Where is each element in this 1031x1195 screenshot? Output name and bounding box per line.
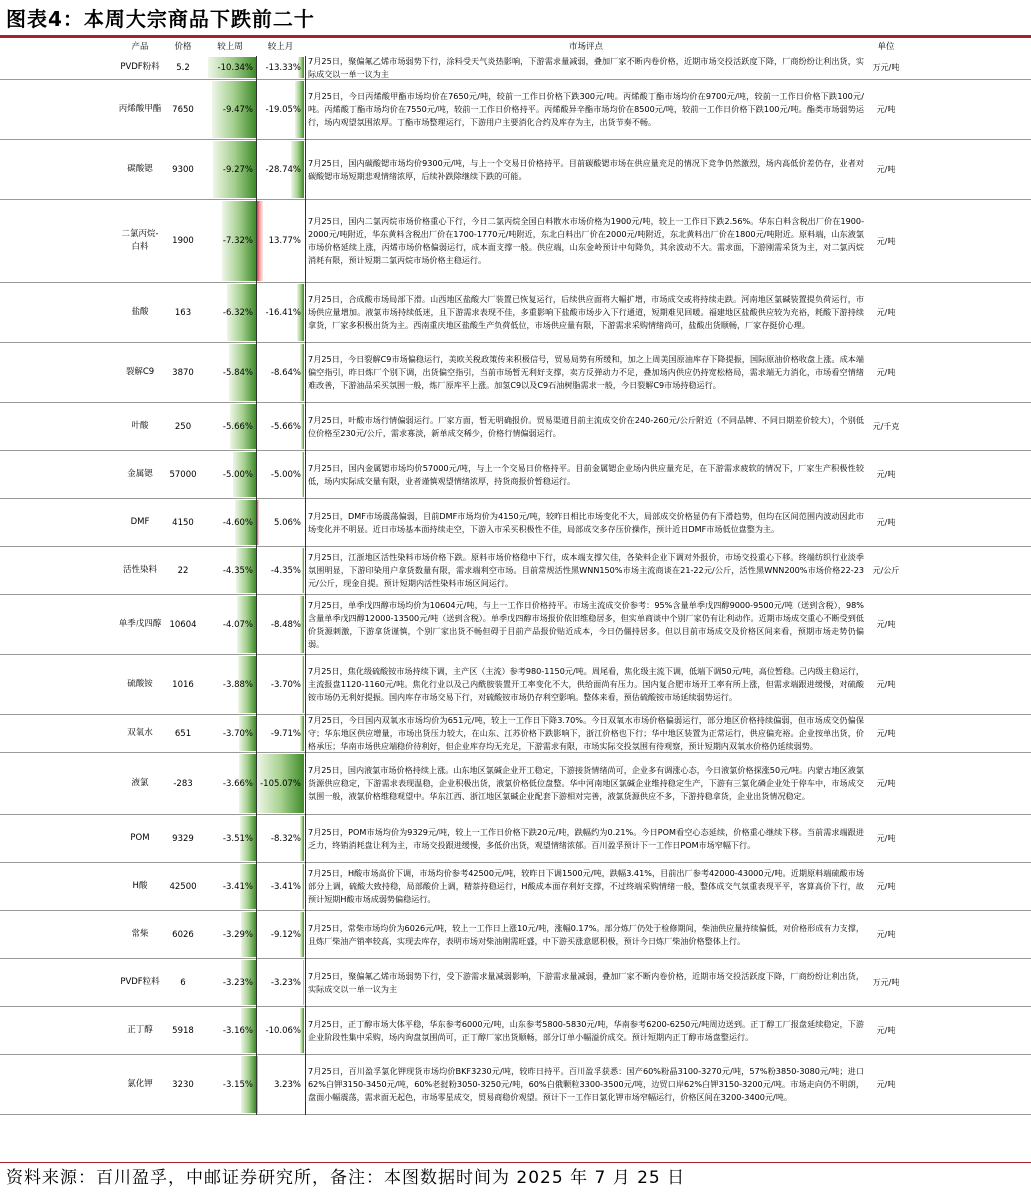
- month-change-cell: [257, 343, 304, 402]
- product-name: H酸: [132, 881, 148, 891]
- week-change-cell: [204, 1055, 256, 1114]
- month-change-cell: [257, 547, 304, 594]
- product-name: 裂解C9: [125, 367, 155, 377]
- price-value: 6: [180, 977, 186, 988]
- month-change-cell: [257, 80, 304, 139]
- week-change-cell: [204, 80, 256, 139]
- month-change-cell: [257, 863, 304, 910]
- price-value: 5918: [172, 1025, 194, 1036]
- month-change-value: -13.33%: [265, 62, 301, 73]
- market-comment-text: 7月25日，POM市场均价为9329元/吨，较上一工作日价格下跌20元/吨，跌幅约为0.21%。今日POM看空心态延续，价格重心继续下移。当前需求端跟进乏力，终销消耗盘让利为主，市场交投跟进缓慢，多低价出货，观望情绪浓郁。百川盈孚预计下一工作日POM市场窄幅下行。: [308, 826, 864, 850]
- month-change-value: -28.74%: [265, 164, 301, 175]
- product-name: 液氯: [131, 778, 149, 788]
- month-change-value: -3.70%: [270, 679, 301, 690]
- price-value: 1016: [172, 679, 194, 690]
- week-change-value: -3.66%: [222, 778, 253, 789]
- unit-value: 元/吨: [876, 1080, 896, 1089]
- market-comment: [308, 499, 864, 546]
- week-change-value: -3.70%: [222, 728, 253, 739]
- product-name: 氯化钾: [127, 1079, 153, 1089]
- month-change-value: -3.23%: [270, 977, 301, 988]
- month-change-cell: [257, 911, 304, 958]
- unit-value: 元/吨: [876, 308, 896, 317]
- week-change-value: -4.35%: [222, 565, 253, 576]
- price-value: 6026: [172, 929, 194, 940]
- market-comment: [308, 655, 864, 714]
- price-value: -283: [173, 778, 193, 789]
- month-change-value: -8.48%: [270, 619, 301, 630]
- market-comment: [308, 547, 864, 594]
- price-value: 1900: [172, 236, 194, 246]
- week-change-value: -5.66%: [222, 421, 253, 432]
- unit-value: 元/吨: [876, 1026, 896, 1035]
- week-change-cell: [204, 911, 256, 958]
- week-change-cell: [204, 283, 256, 342]
- unit-value: 元/吨: [876, 518, 896, 527]
- market-comment: [308, 56, 864, 79]
- table-header: [0, 40, 1031, 55]
- table-row: [0, 56, 1031, 80]
- unit-value: 万元/吨: [872, 63, 900, 72]
- week-change-value: -4.60%: [222, 517, 253, 528]
- header-week: 较上周: [217, 42, 243, 52]
- price-value: 42500: [169, 881, 197, 892]
- month-change-cell: [257, 815, 304, 862]
- price-value: 22: [177, 565, 189, 576]
- unit-value: 元/吨: [876, 882, 896, 891]
- table-row: [0, 547, 1031, 595]
- product-name: PVDF粒料: [120, 977, 160, 987]
- month-change-value: -16.41%: [265, 307, 301, 318]
- week-change-cell: [204, 140, 256, 199]
- price-value: 3230: [172, 1079, 194, 1090]
- month-change-value: -4.35%: [270, 565, 301, 576]
- market-comment-text: 7月25日，聚偏氟乙烯市场弱势下行，受下游需求量减弱影响，下游需求量减弱，叠加厂家不断内卷价格，近期市场交投活跃度下降，厂商纷纷让利出货，实际成交以一单一议为主: [308, 970, 864, 994]
- product-name: 正丁醇: [127, 1025, 153, 1035]
- table-row: [0, 863, 1031, 911]
- week-change-cell: [204, 1007, 256, 1054]
- week-change-value: -3.88%: [222, 679, 253, 690]
- product-name: 金属锶: [127, 469, 153, 479]
- price-value: 9329: [172, 833, 194, 844]
- table-row: [0, 451, 1031, 499]
- table-row: [0, 815, 1031, 863]
- price-value: 9300: [172, 164, 194, 175]
- month-axis-line: [305, 56, 306, 1115]
- header-product: 产品: [131, 42, 149, 52]
- table-row: [0, 753, 1031, 815]
- month-change-cell: [257, 715, 304, 752]
- product-name: POM: [130, 833, 150, 843]
- product-name: 双氧水: [127, 728, 153, 738]
- week-change-cell: [204, 863, 256, 910]
- unit-value: 元/吨: [876, 470, 896, 479]
- unit-value: 元/吨: [876, 930, 896, 939]
- week-change-cell: [204, 655, 256, 714]
- title-rule: [0, 35, 1031, 38]
- table-row: [0, 655, 1031, 715]
- market-comment-text: 7月25日，百川盈孚氯化钾现货市场均价BKF3230元/吨，较昨日持平。百川盈孚获悉：国产60%粉晶3100-3270元/吨，57%粉3850-3080元/吨；进口62%白钾3150-3450元/吨，60%老挝粉3050-3250元/吨，60%白俄颗粒3300-3500元/吨，边贸口岸62%白钾3150-3200元/吨。市场走向仍不明朗，盘面小幅震荡，需求面无起色，市场零星成交，贸易商稳价观望。预计下一工作日氯化钾市场窄幅运行，价格区间在3200-3400元/吨。: [308, 1066, 864, 1102]
- week-change-cell: [204, 595, 256, 654]
- market-comment-text: 7月25日，国内二氯丙烷市场价格重心下行，今日二氯丙烷全国白料散水市场价格为1900元/吨，较上一工作日下跌2.56%。华东白料含税出厂价在1900-2000元/吨附近，华东黄料含税出厂价在1700-1770元/吨附近，东北白料出厂价在2000元/吨附近，东北黄料出厂价在1800元/吨附近。原料端，山东液氯市场价格延续上涨，丙烯市场价格偏弱运行，成本面支撑一般。供应端，山东金岭预计中旬降负，其余波动不大。需求面，下游刚需采货为主，对二氯丙烷消耗有限，预计短期二氯丙烷市场价格主稳运行。: [308, 216, 864, 265]
- unit-value: 元/吨: [876, 834, 896, 843]
- table-row: [0, 200, 1031, 283]
- product-name: PVDF粉料: [120, 62, 160, 72]
- header-comment: 市场评点: [568, 42, 603, 52]
- price-value: 4150: [172, 517, 194, 528]
- month-change-cell: [257, 959, 304, 1006]
- month-change-value: -9.71%: [270, 728, 301, 739]
- month-change-cell: [257, 56, 304, 79]
- market-comment: [308, 1007, 864, 1054]
- month-change-value: -19.05%: [265, 104, 301, 115]
- product-name: 叶酸: [131, 421, 149, 431]
- table-row: [0, 343, 1031, 403]
- unit-value: 元/吨: [876, 680, 896, 689]
- table-row: [0, 595, 1031, 655]
- month-change-cell: [257, 499, 304, 546]
- market-comment-text: 7月25日，合成酸市场局部下滑。山西地区盐酸大厂装置已恢复运行，后续供应面将大幅扩增，市场成交或将持续走跌。河南地区氯碱装置提负荷运行，市场供应量增加。液氯市场持续低迷，且下游需求表现不佳，多重影响下盐酸市场步入下行通道，短期难见回暖。福建地区盐酸供应较为充裕，耗酸下游持续拿货，厂家多积极出货为主。西南重庆地区盐酸生产负荷低位，市场供应量有限，下游需求采购情绪尚可，盐酸出货顺畅，厂家存挺价心理。: [308, 294, 864, 330]
- market-comment-text: 7月25日，叶酸市场行情偏弱运行。厂家方面，暂无明确报价。贸易渠道目前主流成交价在240-260元/公斤附近（不同品牌、不同日期差价较大），个别低位价格至230元/公斤，需求寡淡，新单成交稀少，价格行情偏弱运行。: [308, 414, 864, 438]
- product-name: 盐酸: [131, 307, 149, 317]
- market-comment-text: 7月25日，聚偏氟乙烯市场弱势下行，涂料受天气炎热影响，下游需求量减弱，叠加厂家不断内卷价格，近期市场交投活跃度下降，厂商纷纷让利出货，实际成交以一单一议为主: [308, 55, 864, 79]
- unit-value: 元/公斤: [872, 566, 900, 575]
- price-value: 250: [174, 421, 192, 432]
- week-change-cell: [204, 715, 256, 752]
- market-comment-text: 7月25日，今日裂解C9市场偏稳运行，美欧关税政策传来积极信号，贸易局势有所缓和，加之上周美国原油库存下降提振，国际原油价格收盘上涨。成本端偏空指引，昨日炼厂个别下调，出货偏空指引，当前市场暂无利好支撑，卖方反弹动力不足，叠加场内供应仍持宽松格局，需求端无力消化，市场看空情绪难改善，下游油品采买氛围一般，炼厂原库平上涨。加氢C9以及C9石油树脂需求一般，今日裂解C9市场持稳运行。: [308, 354, 864, 390]
- market-comment-text: 7月25日，常柴市场均价为6026元/吨，较上一工作日上涨10元/吨，涨幅0.17%。部分炼厂仍处于检修期间，柴油供应量持续偏低，对价格形成有力支撑，且炼厂柴油产销率较高，实现去库存，表明市场对柴油刚需旺盛，中下游买涨意愿积极，预计今日炼厂柴油价格整体上行。: [308, 922, 864, 946]
- market-comment-text: 7月25日，国内金属锶市场均价57000元/吨，与上一个交易日价格持平。目前金属锶企业场内供应量充足，在下游需求疲软的情况下，厂家生产积极性较低，场内实际成交量有限，业者谨慎观望情绪浓厚，持货商报价暂稳运行。: [308, 462, 864, 486]
- week-change-value: -5.00%: [222, 469, 253, 480]
- unit-value: 元/吨: [876, 165, 896, 174]
- table-row: [0, 911, 1031, 959]
- month-change-cell: [257, 140, 304, 199]
- market-comment: [308, 863, 864, 910]
- month-change-value: -10.06%: [265, 1025, 301, 1036]
- month-change-cell: [257, 451, 304, 498]
- product-name: 二氯丙烷-白料: [121, 229, 159, 252]
- month-change-value: 13.77%: [268, 236, 301, 246]
- market-comment: [308, 911, 864, 958]
- month-change-value: -9.12%: [270, 929, 301, 940]
- market-comment-text: 7月25日，焦化级硫酸铵市场持续下调，主产区（主流）参考980-1150元/吨。周尾看，焦化级主流下调，低端下调50元/吨，高位暂稳。己内级主稳运行，主流报盘1120-1160元/吨。焦化行业以及己内酰胺装置开工率变化不大，供给面尚有压力。国内复合肥市场开工率有所上涨，但需求端跟进缓慢，对硫酸铵市场仍无利好提振。国内库存市场交易下行，对硫酸铵市场仍存利空影响。整体来看，预估硫酸铵市场延续弱势运行。: [308, 666, 864, 702]
- market-comment: [308, 140, 864, 199]
- header-month: 较上月: [267, 42, 294, 52]
- month-change-cell: [257, 595, 304, 654]
- market-comment: [308, 753, 864, 814]
- week-change-value: -3.15%: [222, 1079, 253, 1090]
- market-comment-text: 7月25日，正丁醇市场大体平稳，华东参考6000元/吨，山东参考5800-5830元/吨，华南参考6200-6250元/吨周边送到。正丁醇工厂报盘延续稳定，下游企业阶段性集中采购，场内询盘氛围尚可，正丁醇厂家出货顺畅，部分订单小幅溢价成交。预计短期内正丁醇市场盘整运行。: [308, 1018, 864, 1042]
- market-comment-text: 7月25日，H酸市场高价下调，市场均价参考42500元/吨，较昨日下调1500元/吨，跌幅3.41%，目前出厂参考42000-43000元/吨。近期原料端硫酸市场部分上调，硫酸大致持稳，局部酸价上调，精萘持稳运行，H酸成本面存利好支撑，不过终端采购情绪一般，整体成交气氛重表现平平，客算高价下行，故预计短期H酸市场成弱势偏稳运行。: [308, 868, 864, 904]
- month-change-value: -5.00%: [270, 469, 301, 480]
- market-comment-text: 7月25日，江浙地区活性染料市场价格下跌。原料市场价格稳中下行，成本端支撑欠佳，各染料企业下调对外报价，市场交投重心下移。终端纺织行业淡季氛围明显，下游印染用户拿货数量有限，需求端利空市场。目前常规活性黑WNN150%市场主流商谈在21-22元/公斤，活性黑WNN200%市场价格22-23元/公斤，现金自提。预计短期内活性染料市场区间运行。: [308, 552, 864, 588]
- market-comment-text: 7月25日，今日国内双氧水市场均价为651元/吨，较上一工作日下降3.70%。今日双氧水市场价格偏弱运行，部分地区价格持续偏弱，但市场成交仍偏保守；华东地区供应增量，市场出货压力较大，在山东、江苏价格下跌影响下，浙江价格也下行；华中地区装置为正常运行，供应偏充裕。企业按单出货，价格承压；华南市场供应端稳价待利好，但企业库存均无充足，下游需求有限，市场实际交投氛围有待观察，预计短期内双氧水价格仍延续弱势。: [308, 715, 864, 751]
- market-comment: [308, 451, 864, 498]
- market-comment: [308, 403, 864, 450]
- week-change-value: -3.41%: [222, 881, 253, 892]
- month-change-value: -3.41%: [270, 881, 301, 892]
- product-name: 丙烯酸甲酯: [118, 104, 162, 114]
- table-row: [0, 140, 1031, 200]
- week-change-cell: [204, 815, 256, 862]
- week-change-cell: [204, 403, 256, 450]
- market-comment-text: 7月25日，单季戊四醇市场均价为10604元/吨，与上一工作日价格持平。市场主流成交价参考：95%含量单季戊四醇9000-9500元/吨（送到含税），98%含量单季戊四醇12000-13500元/吨（送到含税）。单季戊四醇市场报价依旧维稳居多，但实单商谈中个别厂家仍有让利动作。近期市场成交重心不断受到低价货源刺激，下游拿货谨慎，个别厂家出货不畅但碍于目前产品报价贴近成本，今日仍僵持居多。但以目前市场成交及价格区间来看，预期市场走势仍偏弱。: [308, 599, 864, 649]
- price-value: 7650: [172, 104, 194, 115]
- month-change-cell: [257, 403, 304, 450]
- table-row: [0, 959, 1031, 1007]
- table-row: [0, 1007, 1031, 1055]
- month-change-cell: [257, 200, 304, 282]
- week-change-value: -6.32%: [222, 307, 253, 318]
- week-change-cell: [204, 56, 256, 79]
- source-note: 资料来源：百川盈孚，中邮证券研究所，备注：本图数据时间为 2025 年 7 月 25 日: [6, 1168, 686, 1188]
- month-change-value: 3.23%: [273, 1079, 301, 1090]
- price-value: 163: [174, 307, 192, 318]
- unit-value: 万元/吨: [872, 978, 900, 987]
- week-change-cell: [204, 343, 256, 402]
- unit-value: 元/吨: [876, 368, 896, 377]
- table-row: [0, 715, 1031, 753]
- unit-value: 元/吨: [876, 729, 896, 738]
- week-change-value: -3.51%: [222, 833, 253, 844]
- price-value: 3870: [172, 367, 194, 378]
- header-unit: 单位: [877, 42, 895, 52]
- unit-value: 元/吨: [876, 236, 896, 246]
- week-change-value: -9.47%: [222, 104, 253, 115]
- market-comment-text: 7月25日，国内碳酸锶市场均价9300元/吨，与上一个交易日价格持平。目前碳酸锶市场在供应量充足的情况下竞争仍然激烈，场内高低价差仍存，业者对碳酸锶市场短期悲观情绪浓厚，后续补跌除继续下跌的可能。: [308, 157, 864, 181]
- week-change-cell: [204, 200, 256, 282]
- table-row: [0, 80, 1031, 140]
- unit-value: 元/吨: [876, 105, 896, 114]
- market-comment: [308, 715, 864, 752]
- market-comment-text: 7月25日，今日丙烯酸甲酯市场均价在7650元/吨，较前一工作日价格下跌300元/吨。丙烯酸丁酯市场均价在9700元/吨，较前一工作日价格下跌100元/吨。丙烯酸丁酯市场均价在7550元/吨，较前一工作日价格持平。丙烯酸异辛酯市场均价在8500元/吨，较前一工作日价格下跌100元/吨。酯类市场弱势运行，场内观望氛围浓厚。丁酯市场整理运行，下游用户主要消化合约及库存为主，出货节奏不畅。: [308, 91, 864, 127]
- product-name: 活性染料: [122, 565, 157, 575]
- footer-rule: [0, 1162, 1031, 1163]
- month-change-cell: [257, 283, 304, 342]
- market-comment: [308, 283, 864, 342]
- week-change-cell: [204, 959, 256, 1006]
- unit-value: 元/千克: [872, 422, 900, 431]
- month-change-value: 5.06%: [273, 517, 301, 528]
- week-change-cell: [204, 547, 256, 594]
- price-value: 57000: [169, 469, 197, 480]
- page-title: 图表4：本周大宗商品下跌前二十: [6, 7, 315, 31]
- product-name: 碳酸锶: [127, 164, 153, 174]
- week-change-value: -5.84%: [222, 367, 253, 378]
- month-change-value: -8.32%: [270, 833, 301, 844]
- product-name: 硫酸铵: [127, 679, 153, 689]
- unit-value: 元/吨: [876, 620, 896, 629]
- month-change-value: -105.07%: [260, 778, 301, 789]
- week-change-value: -7.32%: [222, 236, 253, 246]
- header-price: 价格: [174, 42, 192, 52]
- week-change-value: -4.07%: [222, 619, 253, 630]
- table-row: [0, 499, 1031, 547]
- month-change-cell: [257, 753, 304, 814]
- market-comment-text: 7月25日，DMF市场震荡偏弱，目前DMF市场均价为4150元/吨，较昨日相比市场变化不大，局部成交价格显仍有下滑趋势，但均在区间范围内波动因此市场变化并不明显。近日市场基本面持续走空，下游入市采买积极性不佳，局部成交多存压价操作，预计近日DMF市场低位盘整为主。: [308, 510, 864, 534]
- month-change-value: -5.66%: [270, 421, 301, 432]
- month-change-cell: [257, 1007, 304, 1054]
- price-value: 651: [174, 728, 192, 739]
- month-change-cell: [257, 655, 304, 714]
- market-comment: [308, 959, 864, 1006]
- product-name: 单季戊四醇: [118, 619, 162, 629]
- market-comment: [308, 1055, 864, 1114]
- month-change-value: -8.64%: [270, 367, 301, 378]
- market-comment: [308, 200, 864, 282]
- unit-value: 元/吨: [876, 779, 896, 788]
- price-value: 5.2: [176, 62, 190, 73]
- table-row: [0, 403, 1031, 451]
- week-change-value: -10.34%: [217, 62, 253, 73]
- market-comment: [308, 80, 864, 139]
- week-change-value: -9.27%: [222, 164, 253, 175]
- market-comment-text: 7月25日，国内液氯市场价格持续上涨。山东地区氯碱企业开工稳定，下游接货情绪尚可，企业多有调涨心态，今日液氯价格探涨50元/吨。内蒙古地区液氯货源供应稳定，下游需求表现温稳，企业积极出货，液氯价格低位盘整。华中河南地区氯碱企业维持稳定生产，下游有三氯化磷企业处于停车中，市场成交氛围一般，液氯价格维稳观望中。华东江西、浙江地区氯碱企业配套下游相对完善，液氯货源供应不多，下游持稳拿货，企业出货情况稳定。: [308, 765, 864, 801]
- week-change-cell: [204, 499, 256, 546]
- table-row: [0, 1055, 1031, 1115]
- product-name: DMF: [130, 517, 150, 527]
- week-axis-line: [256, 56, 257, 1115]
- market-comment: [308, 343, 864, 402]
- week-change-cell: [204, 753, 256, 814]
- table-row: [0, 283, 1031, 343]
- week-change-cell: [204, 451, 256, 498]
- month-change-cell: [257, 1055, 304, 1114]
- week-change-value: -3.23%: [222, 977, 253, 988]
- product-name: 常柴: [131, 929, 149, 939]
- market-comment: [308, 815, 864, 862]
- price-value: 10604: [169, 619, 197, 630]
- market-comment: [308, 595, 864, 654]
- week-change-value: -3.16%: [222, 1025, 253, 1036]
- week-change-value: -3.29%: [222, 929, 253, 940]
